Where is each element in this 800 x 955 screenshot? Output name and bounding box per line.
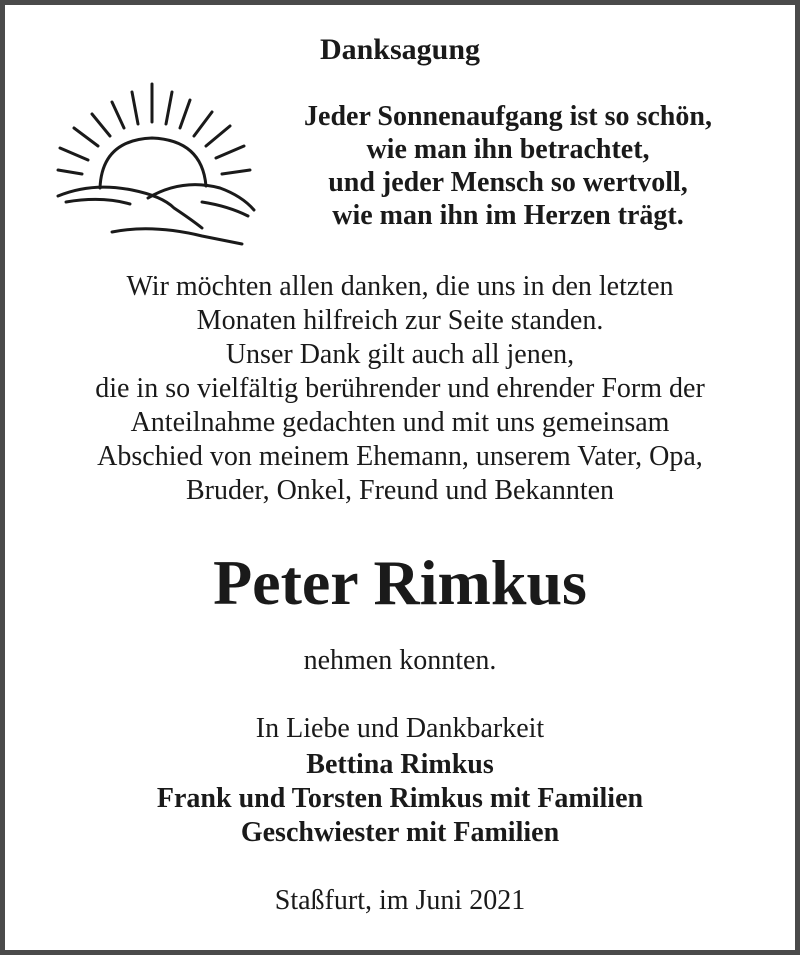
- sunrise-over-hills-icon: [52, 78, 262, 250]
- signer-name: Frank und Torsten Rimkus mit Familien: [156, 783, 644, 814]
- poem-line: wie man ihn im Herzen trägt.: [332, 200, 684, 231]
- thanks-paragraph: [0, 270, 800, 508]
- signature-intro: In Liebe und Dankbarkeit: [255, 713, 545, 744]
- poem-line: Jeder Sonnenaufgang ist so schön,: [304, 101, 712, 132]
- poem-line: wie man ihn betrachtet,: [366, 134, 650, 165]
- deceased-name: Peter Rimkus: [213, 547, 587, 618]
- body-line: Abschied von meinem Ehemann, unserem Vater, Opa,: [97, 441, 703, 472]
- body-line: die in so vielfältig berührender und ehrender Form der: [95, 373, 705, 404]
- signer-name: Geschwiester mit Familien: [240, 817, 560, 848]
- notice-heading: Danksagung: [319, 33, 481, 66]
- place-date: Staßfurt, im Juni 2021: [274, 885, 526, 916]
- body-line: Unser Dank gilt auch all jenen,: [225, 339, 575, 370]
- body-line: Monaten hilfreich zur Seite standen.: [196, 305, 604, 336]
- body-line: Anteilnahme gedachten und mit uns gemeinsam: [130, 407, 670, 438]
- body-line: Wir möchten allen danken, die uns in den letzten: [126, 271, 674, 302]
- signers-list: [0, 748, 800, 850]
- signer-name: Bettina Rimkus: [306, 749, 494, 780]
- closing-line: nehmen konnten.: [303, 645, 497, 676]
- poem-line: und jeder Mensch so wertvoll,: [328, 167, 688, 198]
- poem-verse: [268, 100, 748, 232]
- body-line: Bruder, Onkel, Freund und Bekannten: [185, 475, 615, 506]
